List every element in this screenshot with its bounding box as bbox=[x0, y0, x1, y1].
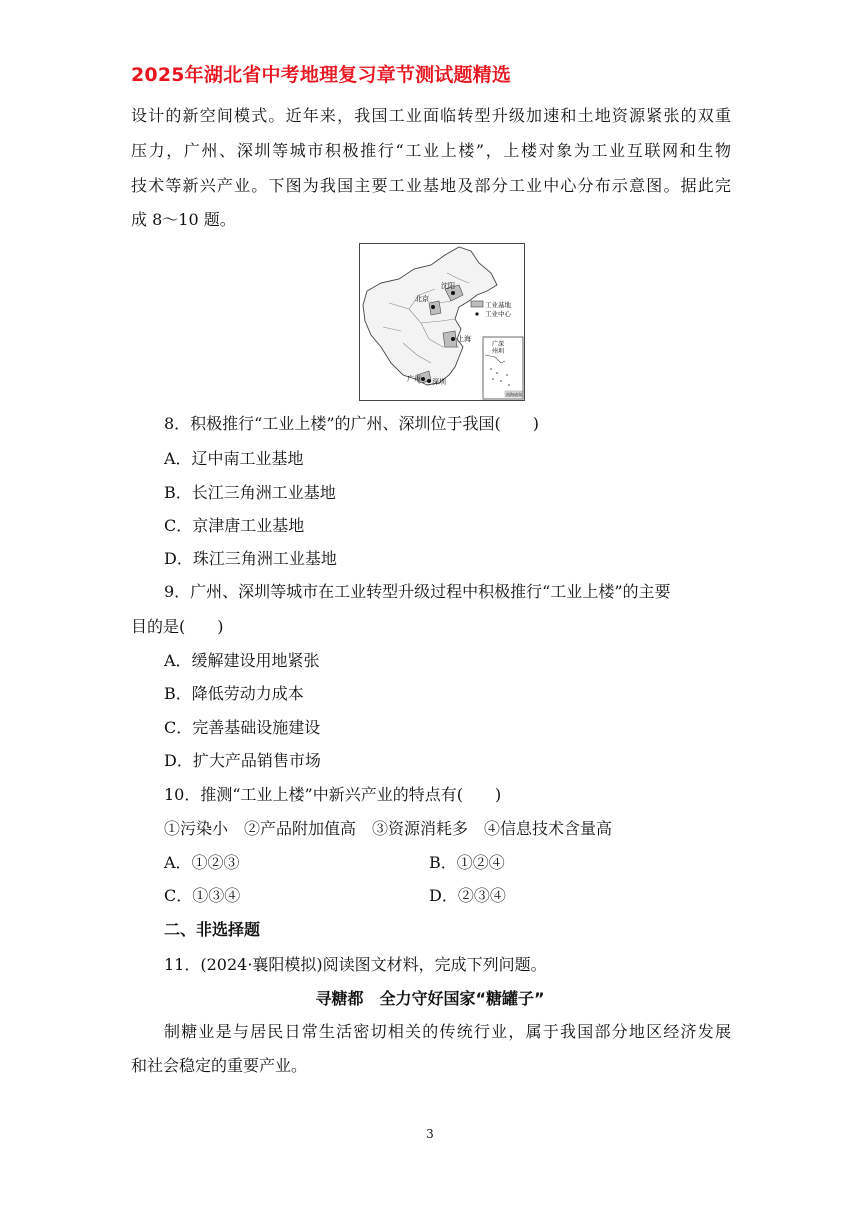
inset-caption: 南海诸岛 bbox=[506, 392, 522, 397]
question-11-stem: 11．(2024·襄阳模拟)阅读图文材料，完成下列问题。 bbox=[164, 955, 547, 974]
material-para-line-1: 制糖业是与居民日常生活密切相关的传统行业，属于我国部分地区经济发展 bbox=[164, 1022, 731, 1041]
material-title: 寻糖都 全力守好国家“糖罐子” bbox=[315, 989, 545, 1008]
question-8-option-d: D．珠江三角洲工业基地 bbox=[164, 549, 337, 568]
label-guangzhou: 广州 bbox=[407, 375, 421, 383]
question-8-option-c: C．京津唐工业基地 bbox=[164, 516, 305, 535]
intro-line-4: 成 8～10 题。 bbox=[131, 210, 236, 229]
intro-line-1: 设计的新空间模式。近年来，我国工业面临转型升级加速和土地资源紧张的双重 bbox=[131, 106, 731, 125]
question-10-option-a: A．①②③ bbox=[164, 853, 240, 872]
label-beijing: 北京 bbox=[415, 295, 429, 303]
label-shanghai: 上海 bbox=[457, 335, 471, 343]
question-9-option-b: B．降低劳动力成本 bbox=[164, 684, 304, 703]
question-10-option-c: C．①③④ bbox=[164, 886, 241, 905]
legend-base-swatch bbox=[471, 301, 483, 307]
question-10-option-d: D．②③④ bbox=[429, 886, 506, 905]
question-9-stem-2: 目的是( ) bbox=[131, 617, 224, 636]
china-industry-map bbox=[359, 243, 525, 401]
question-9-option-c: C．完善基础设施建设 bbox=[164, 718, 321, 737]
label-shenzhen: 深圳 bbox=[432, 378, 446, 386]
page-number: 3 bbox=[426, 1127, 434, 1141]
question-9-stem-1: 9．广州、深圳等城市在工业转型升级过程中积极推行“工业上楼”的主要 bbox=[164, 582, 671, 601]
inset-label-top: 广深 bbox=[492, 341, 505, 348]
question-9-option-a: A．缓解建设用地紧张 bbox=[164, 651, 320, 670]
legend-center-label: 工业中心 bbox=[485, 310, 511, 318]
legend-center-dot bbox=[475, 312, 478, 315]
intro-line-3: 技术等新兴产业。下图为我国主要工业基地及部分工业中心分布示意图。据此完 bbox=[131, 176, 731, 195]
intro-line-2: 压力，广州、深圳等城市积极推行“工业上楼”，上楼对象为工业互联网和生物 bbox=[131, 141, 731, 160]
question-10-option-b: B．①②④ bbox=[429, 853, 505, 872]
question-8-stem: 8．积极推行“工业上楼”的广州、深圳位于我国( ) bbox=[164, 414, 540, 433]
legend-base-label: 工业基地 bbox=[485, 301, 511, 309]
question-8-option-a: A．辽中南工业基地 bbox=[164, 449, 304, 468]
inset-label-bottom: 州圳 bbox=[492, 348, 505, 355]
document-header: 2025年湖北省中考地理复习章节测试题精选 bbox=[131, 64, 512, 86]
question-9-option-d: D．扩大产品销售市场 bbox=[164, 751, 321, 770]
label-shenyang: 沈阳 bbox=[441, 282, 455, 290]
question-10-items: ①污染小 ②产品附加值高 ③资源消耗多 ④信息技术含量高 bbox=[164, 819, 613, 838]
material-para-line-2: 和社会稳定的重要产业。 bbox=[131, 1056, 308, 1075]
base-jingjintang bbox=[429, 301, 441, 315]
question-8-option-b: B．长江三角洲工业基地 bbox=[164, 483, 336, 502]
question-10-stem: 10．推测“工业上楼”中新兴产业的特点有( ) bbox=[164, 785, 502, 804]
section-2-title: 二、非选择题 bbox=[164, 920, 261, 939]
